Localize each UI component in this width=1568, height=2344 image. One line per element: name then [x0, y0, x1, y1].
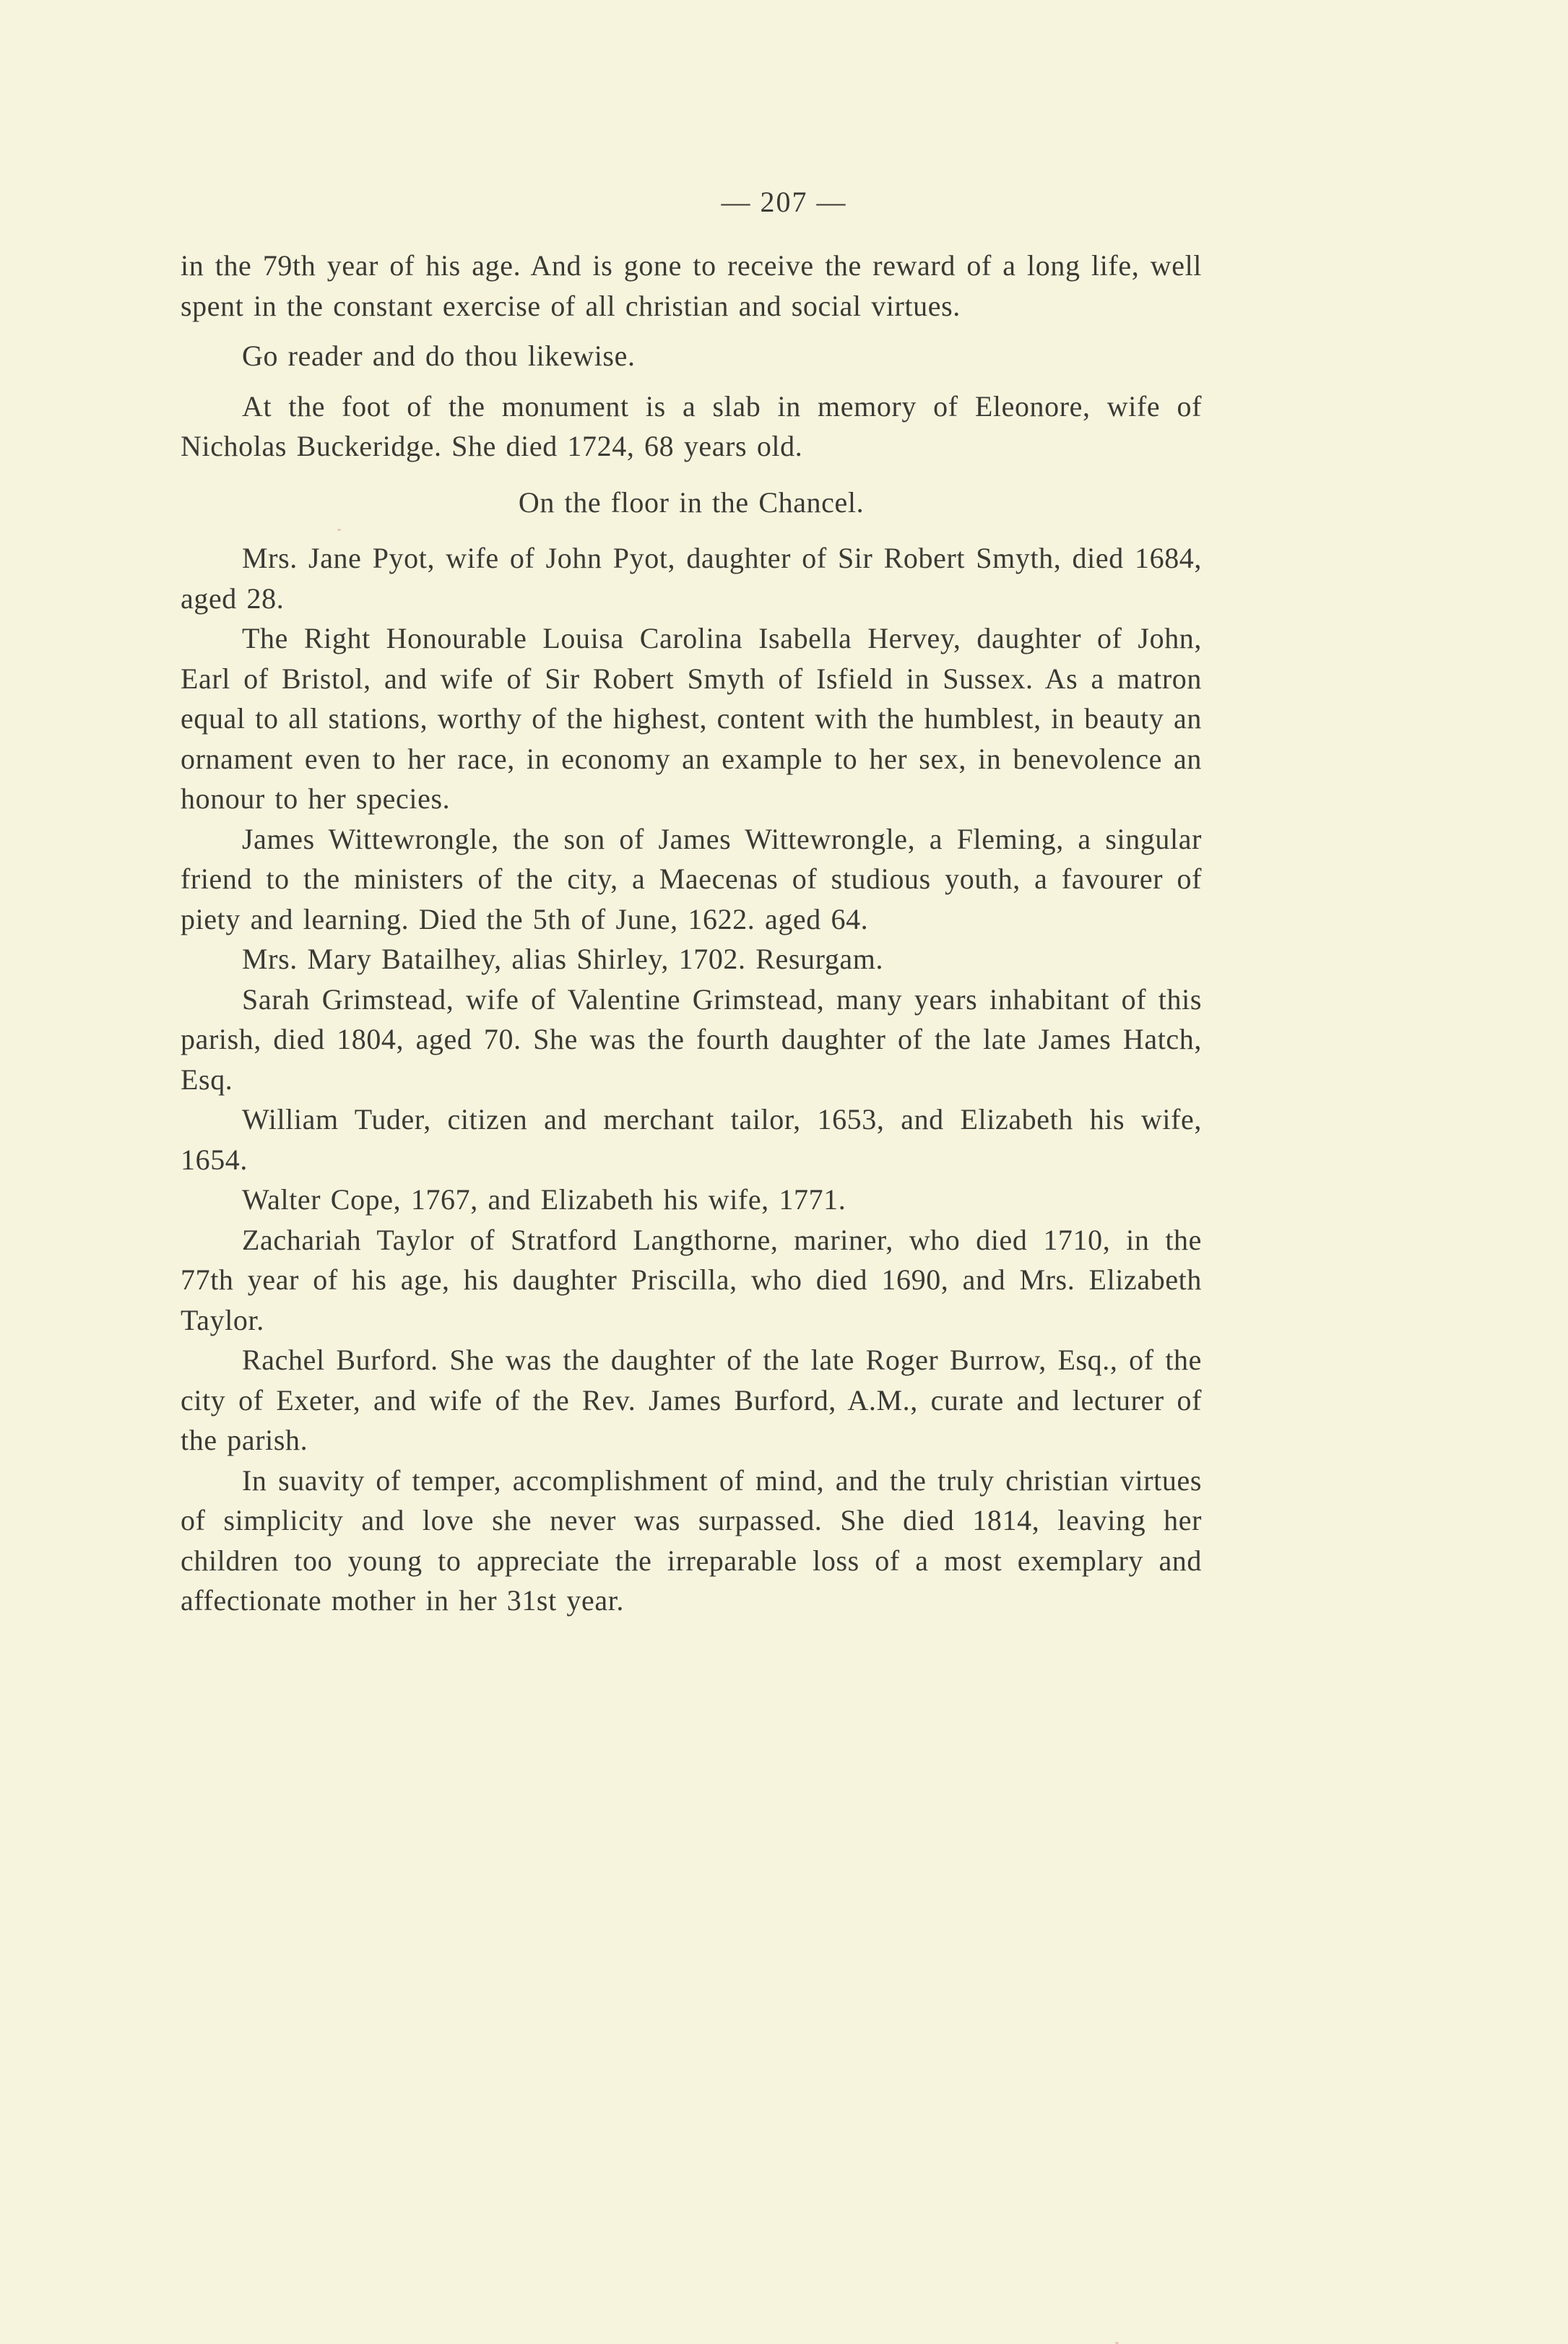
paper-speck [337, 529, 341, 531]
paragraph-walter-cope: Walter Cope, 1767, and Elizabeth his wife, 1771. [242, 1183, 846, 1216]
paragraph-epitaph-continuation: in the 79th year of his age. And is gone to receive the reward of a long life, well spent in the constant exercise of all christian and social virtues. [181, 249, 1202, 322]
paragraph-rachel-burford: Rachel Burford. She was the daughter of the late Roger Burrow, Esq., of the city of Exeter, and wife of the Rev. James Burford, A.M., curate and lecturer of the parish. [181, 1344, 1202, 1456]
section-heading-chancel: On the floor in the Chancel. [518, 485, 865, 519]
paragraph-jane-pyot: Mrs. Jane Pyot, wife of John Pyot, daughter of Sir Robert Smyth, died 1684, aged 28. [181, 542, 1202, 615]
paragraph-james-wittewrongle: James Wittewrongle, the son of James Wittewrongle, a Fleming, a singular friend to the ministers of the city, a Maecenas of studious youth, a favourer of piety and learning. Died the 5th of June, 1622. aged 64. [181, 822, 1202, 935]
paragraph-mary-batailhey: Mrs. Mary Batailhey, alias Shirley, 1702. Resurgam. [242, 943, 884, 975]
page-number: — 207 — [721, 186, 847, 218]
paragraph-zachariah-taylor: Zachariah Taylor of Stratford Langthorne, mariner, who died 1710, in the 77th year of his age, his daughter Priscilla, who died 1690, and Mrs. Elizabeth Taylor. [181, 1223, 1202, 1336]
paragraph-buckeridge-slab: At the foot of the monument is a slab in memory of Eleonore, wife of Nicholas Buckeridge. She died 1724, 68 years old. [181, 389, 1202, 462]
paragraph-william-tuder: William Tuder, citizen and merchant tailor, 1653, and Elizabeth his wife, 1654. [181, 1103, 1202, 1176]
paragraph-sarah-grimstead: Sarah Grimstead, wife of Valentine Grimstead, many years inhabitant of this parish, died 1804, aged 70. She was the fourth daughter of the late James Hatch, Esq. [181, 982, 1202, 1096]
page-body [181, 246, 1202, 1621]
paragraph-suavity-of-temper: In suavity of temper, accomplishment of mind, and the truly christian virtues of simplicity and love she never was surpassed. She died 1814, leaving her children too young to appreciate the irreparable loss of a most exemplary and affectionate mother in her 31st year. [181, 1463, 1202, 1617]
paragraph-louisa-hervey: The Right Honourable Louisa Carolina Isabella Hervey, daughter of John, Earl of Bristol, and wife of Sir Robert Smyth of Isfield in Sussex. As a matron equal to all stations, worthy of the highest, content with the humblest, in beauty an ornament even to her race, in economy an example to her sex, in benevolence an honour to her species. [181, 622, 1202, 815]
paragraph-exhortation: Go reader and do thou likewise. [242, 340, 636, 372]
